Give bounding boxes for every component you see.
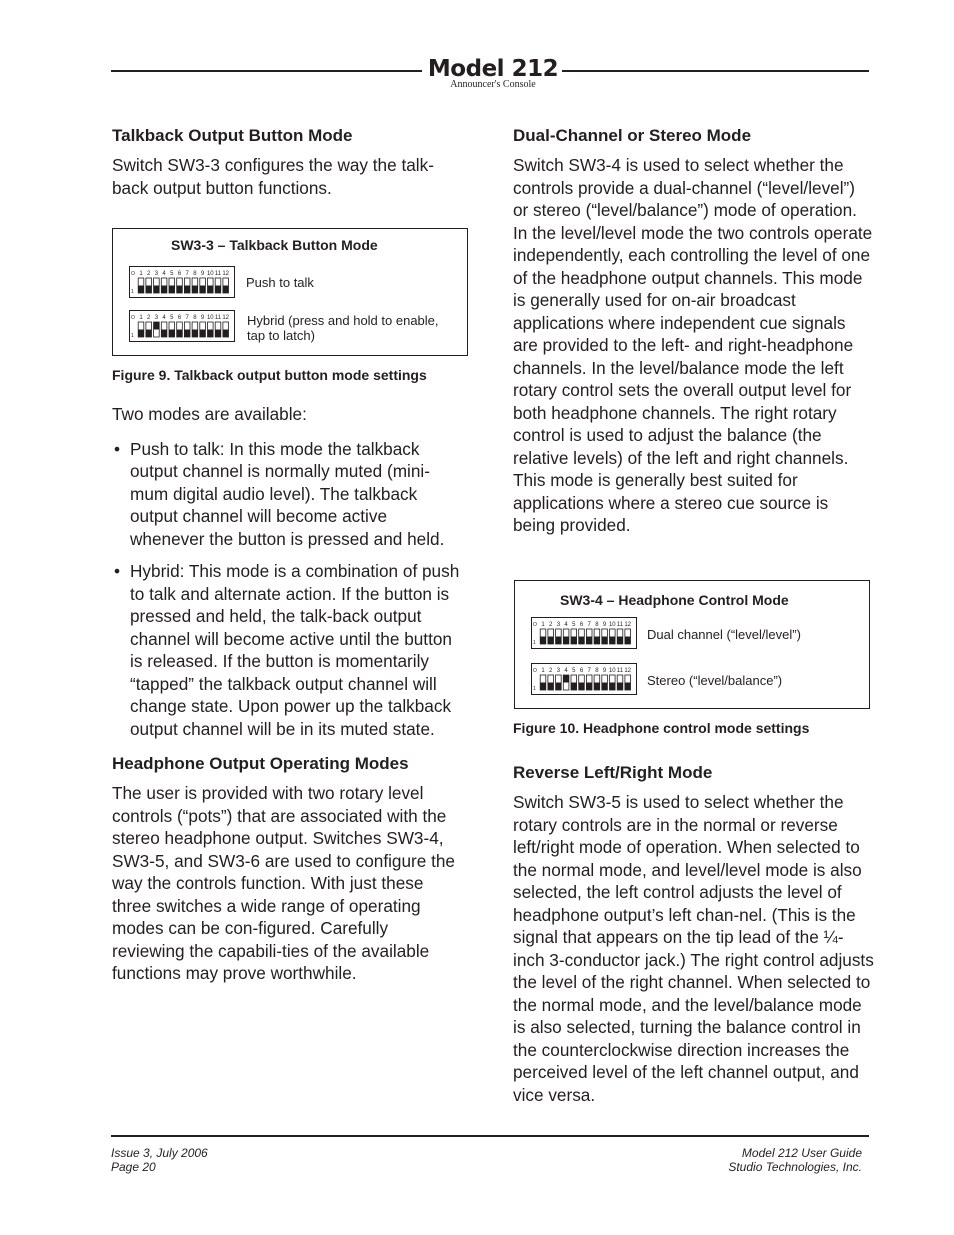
dip-switch-push-to-talk xyxy=(129,266,235,298)
left-column-bottom xyxy=(112,403,470,985)
switch-actuator-3 xyxy=(556,637,562,645)
switch-actuator-7 xyxy=(586,637,592,645)
switch-actuator-11 xyxy=(617,637,623,645)
switch-actuator-3 xyxy=(556,683,562,691)
switch-actuator-2 xyxy=(548,683,554,691)
switch-number-2: 2 xyxy=(147,271,151,277)
switch-number-2: 2 xyxy=(549,622,553,628)
switch-number-2: 2 xyxy=(147,315,151,321)
switch-actuator-1 xyxy=(540,637,546,645)
switch-actuator-1 xyxy=(540,683,546,691)
switch-actuator-10 xyxy=(610,637,616,645)
switch-actuator-6 xyxy=(177,286,183,294)
switch-number-7: 7 xyxy=(185,315,189,321)
footer-rule xyxy=(111,1135,869,1137)
switch-number-11: 11 xyxy=(616,622,624,628)
svg-text:O: O xyxy=(533,622,537,628)
footer-left xyxy=(111,1146,208,1174)
switch-number-10: 10 xyxy=(608,622,616,628)
switch-number-12: 12 xyxy=(624,622,632,628)
option-dual-channel: Dual channel (“level/level”) xyxy=(647,627,801,642)
option-push-to-talk: Push to talk xyxy=(246,275,314,290)
switch-actuator-4 xyxy=(563,675,569,683)
switch-actuator-11 xyxy=(617,683,623,691)
switch-actuator-5 xyxy=(571,637,577,645)
switch-actuator-3 xyxy=(154,322,160,330)
switch-number-5: 5 xyxy=(572,622,576,628)
switch-actuator-2 xyxy=(146,286,152,294)
list-item-hybrid: • Hybrid: This mode is a combination of push to talk and alternate action. If the button is pressed and held, the talk-back output channel will become active until the button is released. If the button is momentarily “tapped” the talkback output channel will change state. Upon power up the talkback output channel will be in its muted state. xyxy=(112,560,464,740)
switch-actuator-6 xyxy=(177,330,183,338)
left-column-top xyxy=(112,125,470,199)
svg-text:1: 1 xyxy=(533,640,536,646)
switch-number-10: 10 xyxy=(206,315,214,321)
switch-actuator-10 xyxy=(610,683,616,691)
switch-number-9: 9 xyxy=(602,622,607,628)
switch-actuator-12 xyxy=(223,286,229,294)
dip-switch-hybrid xyxy=(129,310,235,342)
switch-actuator-8 xyxy=(594,637,600,645)
switch-actuator-3 xyxy=(154,286,160,294)
switch-actuator-5 xyxy=(169,286,175,294)
switch-number-3: 3 xyxy=(556,622,561,628)
switch-number-11: 11 xyxy=(214,271,222,277)
switch-number-1: 1 xyxy=(541,622,545,628)
switch-actuator-10 xyxy=(208,286,214,294)
switch-actuator-7 xyxy=(586,683,592,691)
switch-actuator-11 xyxy=(215,330,221,338)
switch-number-7: 7 xyxy=(587,668,591,674)
heading-reverse-left-right: Reverse Left/Right Mode xyxy=(513,763,713,782)
heading-dual-channel-stereo: Dual-Channel or Stereo Mode xyxy=(513,126,752,145)
switch-number-7: 7 xyxy=(185,271,189,277)
svg-text:O: O xyxy=(533,668,537,674)
switch-actuator-8 xyxy=(594,683,600,691)
switch-actuator-7 xyxy=(184,286,190,294)
switch-number-8: 8 xyxy=(595,622,599,628)
switch-number-12: 12 xyxy=(222,315,230,321)
modes-list xyxy=(112,438,464,741)
list-item-push-to-talk: • Push to talk: In this mode the talkback output channel is normally muted (mini-mum digital audio level). The talkback output channel will become active whenever the button is pressed and held. xyxy=(112,438,464,551)
switch-actuator-11 xyxy=(215,286,221,294)
switch-number-5: 5 xyxy=(170,271,174,277)
switch-number-6: 6 xyxy=(579,622,584,628)
header-logo xyxy=(424,56,562,90)
switch-number-10: 10 xyxy=(206,271,214,277)
switch-number-12: 12 xyxy=(624,668,632,674)
switch-actuator-4 xyxy=(161,330,167,338)
switch-actuator-4 xyxy=(161,286,167,294)
header-rule-left xyxy=(111,70,422,72)
paragraph-two-modes: Two modes are available: xyxy=(112,404,307,424)
switch-actuator-9 xyxy=(602,637,608,645)
switch-number-1: 1 xyxy=(139,315,143,321)
switch-actuator-9 xyxy=(200,286,206,294)
switch-number-9: 9 xyxy=(602,668,607,674)
svg-text:O: O xyxy=(131,315,135,321)
switch-number-4: 4 xyxy=(162,315,166,321)
switch-number-8: 8 xyxy=(193,271,197,277)
footer-guide-title: Model 212 User Guide xyxy=(741,1146,862,1160)
switch-actuator-1 xyxy=(138,330,144,338)
switch-actuator-6 xyxy=(579,637,585,645)
switch-number-9: 9 xyxy=(200,315,205,321)
figure-9-caption: Figure 9. Talkback output button mode settings xyxy=(112,367,427,383)
paragraph-dual-channel: Switch SW3-4 is used to select whether the controls provide a dual-channel (“level/level”) or stereo (“level/balance”) mode of operation. In the level/level mode the two controls operate independently, each controlling the level of one of the headphone output channels. This mode is generally used for on-air broadcast applications where independent cue signals are provided to the left- and right-headphone channels. In the level/balance mode the left rotary control sets the overall output level for both headphone channels. The right rotary control is used to adjust the balance (the relative levels) of the left and right channels. This mode is generally best suited for applications where a stereo cue source is being provided. xyxy=(513,155,873,535)
switch-actuator-12 xyxy=(625,683,631,691)
switch-actuator-5 xyxy=(571,683,577,691)
switch-number-8: 8 xyxy=(193,315,197,321)
switch-number-3: 3 xyxy=(154,271,159,277)
switch-number-6: 6 xyxy=(177,271,182,277)
svg-text:O: O xyxy=(131,271,135,277)
switch-number-8: 8 xyxy=(595,668,599,674)
right-column-top xyxy=(513,125,871,537)
footer-issue: Issue 3, July 2006 xyxy=(111,1146,208,1160)
footer-page-number: Page 20 xyxy=(111,1160,156,1174)
paragraph-talkback-intro: Switch SW3-3 configures the way the talk-back output button functions. xyxy=(112,155,434,198)
switch-number-3: 3 xyxy=(154,315,159,321)
switch-actuator-7 xyxy=(184,330,190,338)
switch-actuator-2 xyxy=(146,330,152,338)
svg-text:1: 1 xyxy=(533,686,536,692)
switch-number-4: 4 xyxy=(564,622,568,628)
switch-number-7: 7 xyxy=(587,622,591,628)
option-stereo: Stereo (“level/balance”) xyxy=(647,673,783,688)
switch-number-5: 5 xyxy=(572,668,576,674)
paragraph-headphone-output: The user is provided with two rotary level controls (“pots”) that are associated with the stereo headphone output. Switches SW3-4, SW3-5, and SW3-6 are used to configure the way the controls function. With just these three switches a wide range of operating modes can be con-figured. Carefully reviewing the capabili-ties of the available functions may prove worthwhile. xyxy=(112,783,455,983)
header-title: Model 212 xyxy=(427,56,559,82)
switch-actuator-12 xyxy=(223,330,229,338)
switch-number-1: 1 xyxy=(139,271,143,277)
switch-number-6: 6 xyxy=(579,668,584,674)
switch-actuator-9 xyxy=(200,330,206,338)
switch-number-5: 5 xyxy=(170,315,174,321)
switch-number-9: 9 xyxy=(200,271,205,277)
figure-9-box xyxy=(112,228,468,356)
switch-number-11: 11 xyxy=(214,315,222,321)
footer-company: Studio Technologies, Inc. xyxy=(728,1160,862,1174)
switch-number-1: 1 xyxy=(541,668,545,674)
switch-actuator-6 xyxy=(579,683,585,691)
dip-switch-dual-channel xyxy=(531,617,637,649)
svg-text:1: 1 xyxy=(131,289,134,295)
heading-headphone-output-operating-modes: Headphone Output Operating Modes xyxy=(112,754,409,773)
header-subtitle: Announcer's Console xyxy=(450,79,536,90)
switch-actuator-2 xyxy=(548,637,554,645)
figure-9-title: SW3-3 – Talkback Button Mode xyxy=(171,237,378,253)
switch-number-4: 4 xyxy=(564,668,568,674)
switch-number-11: 11 xyxy=(616,668,624,674)
switch-number-10: 10 xyxy=(608,668,616,674)
svg-text:1: 1 xyxy=(131,333,134,339)
figure-10-caption: Figure 10. Headphone control mode settings xyxy=(513,720,810,736)
switch-actuator-8 xyxy=(192,286,198,294)
switch-actuator-12 xyxy=(625,637,631,645)
figure-10-box xyxy=(514,580,870,709)
paragraph-reverse-left-right: Switch SW3-5 is used to select whether the rotary controls are in the normal or reverse left/right mode of operation. When selected to the normal mode, and level/level mode is also selected, the left control adjusts the level of headphone output’s left chan-nel. (This is the signal that appears on the tip lead of the ¼-inch 3-conductor jack.) The right control adjusts the level of the right channel. When selected to the normal mode, and the level/balance mode is also selected, turning the balance control in the counterclockwise direction increases the perceived level of the left channel output, and vice versa. xyxy=(513,792,874,1105)
switch-actuator-10 xyxy=(208,330,214,338)
switch-number-3: 3 xyxy=(556,668,561,674)
switch-actuator-1 xyxy=(138,286,144,294)
option-hybrid: Hybrid (press and hold to enable, tap to latch) xyxy=(247,313,439,343)
figure-10-title: SW3-4 – Headphone Control Mode xyxy=(560,592,789,608)
switch-number-12: 12 xyxy=(222,271,230,277)
switch-number-6: 6 xyxy=(177,315,182,321)
switch-actuator-9 xyxy=(602,683,608,691)
header-rule-right xyxy=(562,70,869,72)
dip-switch-stereo xyxy=(531,663,637,695)
switch-number-4: 4 xyxy=(162,271,166,277)
switch-number-2: 2 xyxy=(549,668,553,674)
switch-actuator-8 xyxy=(192,330,198,338)
switch-actuator-5 xyxy=(169,330,175,338)
switch-actuator-4 xyxy=(563,637,569,645)
right-column-bottom xyxy=(513,762,874,1106)
footer-right xyxy=(700,1146,862,1174)
heading-talkback-output-button-mode: Talkback Output Button Mode xyxy=(112,126,353,145)
